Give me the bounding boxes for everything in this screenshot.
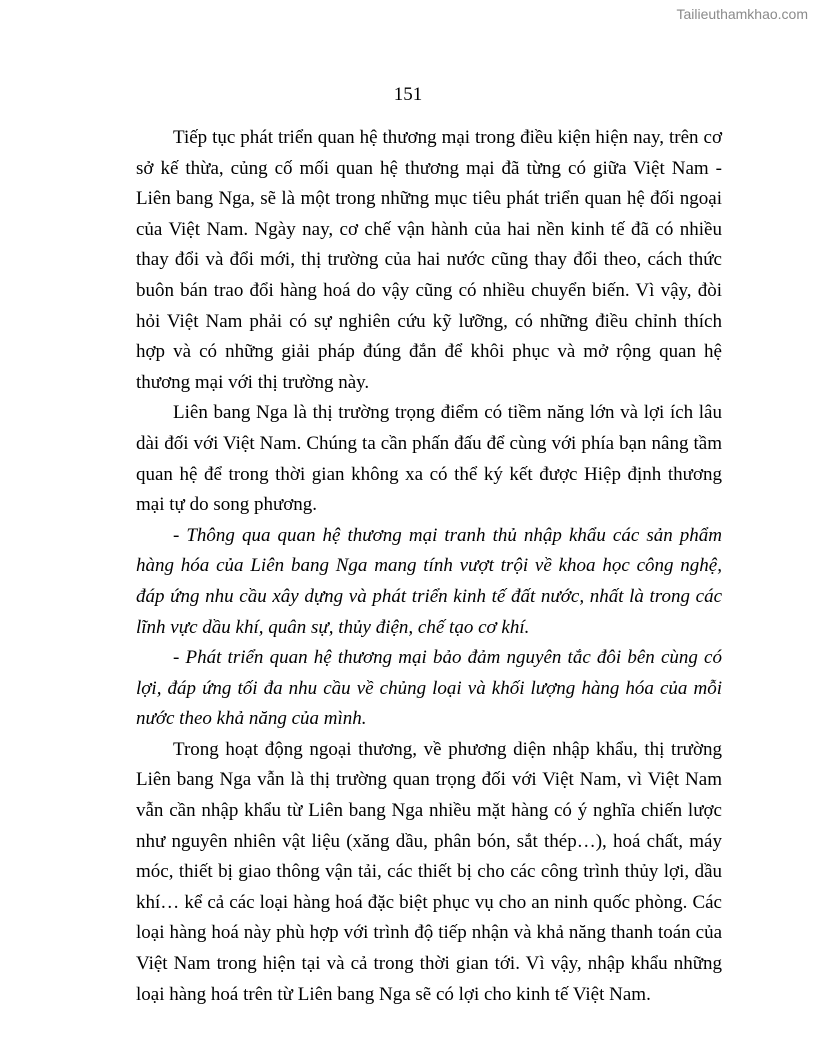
- bullet-mutual-benefit: - Phát triển quan hệ thương mại bảo đảm nguyên tắc đôi bên cùng có lợi, đáp ứng tối đa nhu cầu về chủng loại và khối lượng hàng hóa của mỗi nước theo khả năng của mình.: [136, 647, 722, 730]
- paragraph-key-market: Liên bang Nga là thị trường trọng điểm có tiềm năng lớn và lợi ích lâu dài đối với Việt Nam. Chúng ta cần phấn đấu để cùng với phía bạn nâng tầm quan hệ để trong thời gian không xa có thể ký kết được Hiệp định thương mại tự do song phương.: [136, 402, 722, 516]
- watermark-text: Tailieuthamkhao.com: [676, 6, 808, 22]
- paragraph-import-activity: Trong hoạt động ngoại thương, về phương diện nhập khẩu, thị trường Liên bang Nga vẫn là thị trường quan trọng đối với Việt Nam, vì Việt Nam vẫn cần nhập khẩu từ Liên bang Nga nhiều mặt hàng có ý nghĩa chiến lược như nguyên nhiên vật liệu (xăng dầu, phân bón, sắt thép…), hoá chất, máy móc, thiết bị giao thông vận tải, các thiết bị cho các công trình thủy lợi, dầu khí… kể cả các loại hàng hoá đặc biệt phục vụ cho an ninh quốc phòng. Các loại hàng hoá này phù hợp với trình độ tiếp nhận và khả năng thanh toán của Việt Nam trong hiện tại và cả trong thời gian tới. Vì vậy, nhập khẩu những loại hàng hoá trên từ Liên bang Nga sẽ có lợi cho kinh tế Việt Nam.: [136, 738, 722, 1005]
- paragraph-trade-development: Tiếp tục phát triển quan hệ thương mại trong điều kiện hiện nay, trên cơ sở kế thừa, củng cố mối quan hệ thương mại đã từng có giữa Việt Nam - Liên bang Nga, sẽ là một trong những mục tiêu phát triển quan hệ đối ngoại của Việt Nam. Ngày nay, cơ chế vận hành của hai nền kinh tế đã có nhiều thay đổi và đổi mới, thị trường của hai nước cũng thay đổi theo, cách thức buôn bán trao đổi hàng hoá do vậy cũng có nhiều chuyển biến. Vì vậy, đòi hỏi Việt Nam phải có sự nghiên cứu kỹ lưỡng, có những điều chỉnh thích hợp và có những giải pháp đúng đắn để khôi phục và mở rộng quan hệ thương mại với thị trường này.: [136, 127, 722, 393]
- page-number: 151: [393, 84, 423, 105]
- bullet-import-technology: - Thông qua quan hệ thương mại tranh thủ nhập khẩu các sản phẩm hàng hóa của Liên bang Nga mang tính vượt trội về khoa học công nghệ, đáp ứng nhu cầu xây dựng và phát triển kinh tế đất nước, nhất là trong các lĩnh vực dầu khí, quân sự, thủy điện, chế tạo cơ khí.: [136, 524, 722, 638]
- body-text: [136, 123, 722, 1010]
